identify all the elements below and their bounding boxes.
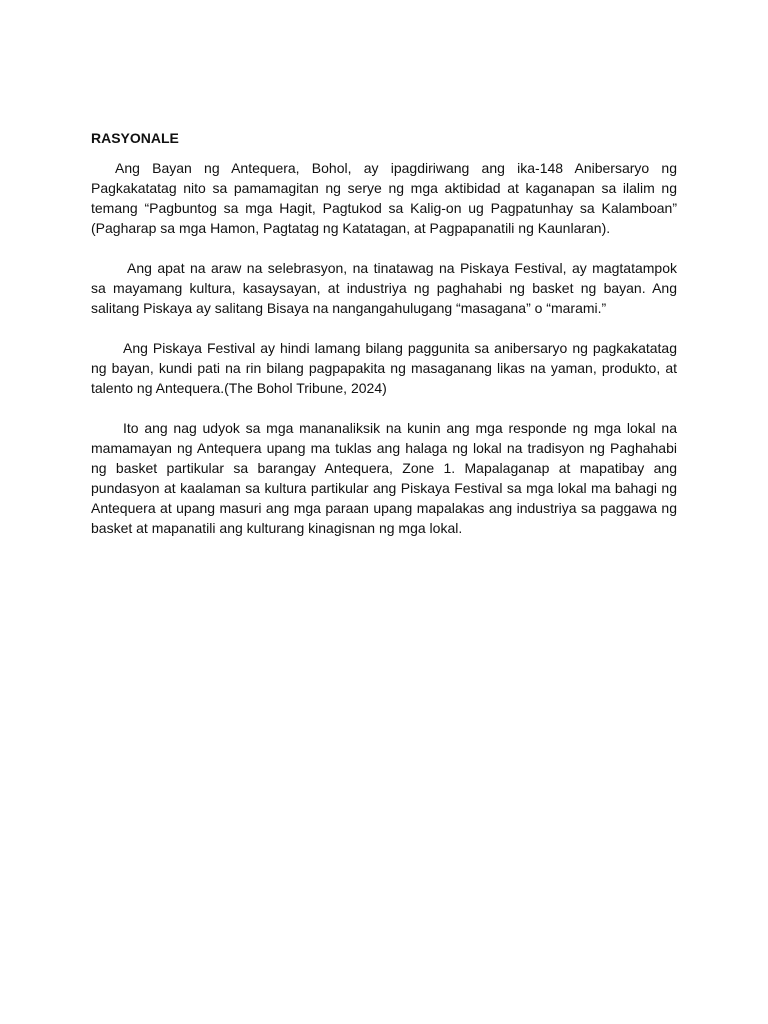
paragraph-3: Ang Piskaya Festival ay hindi lamang bilang paggunita sa anibersaryo ng pagkakatatag ng bayan, kundi pati na rin bilang pagpapakita ng masaganang likas na yaman, produkto, at talento ng Antequera.(The Bohol Tribune, 2024) bbox=[91, 340, 677, 396]
paragraph-2: Ang apat na araw na selebrasyon, na tinatawag na Piskaya Festival, ay magtatampok sa mayamang kultura, kasaysayan, at industriya ng paghahabi ng basket ng bayan. Ang salitang Piskaya ay salitang Bisaya na nangangahulugang “masagana” o “marami.” bbox=[91, 260, 677, 316]
section-heading: RASYONALE bbox=[91, 130, 179, 146]
document-body bbox=[91, 128, 677, 558]
paragraph-1: Ang Bayan ng Antequera, Bohol, ay ipagdiriwang ang ika-148 Anibersaryo ng Pagkakatatag nito sa pamamagitan ng serye ng mga aktibidad at kaganapan sa ilalim ng temang “Pagbuntog sa mga Hagit, Pagtukod sa Kalig-on ug Pagpatunhay sa Kalamboan” (Pagharap sa mga Hamon, Pagtatag ng Katatagan, at Pagpapanatili ng Kaunlaran). bbox=[91, 160, 677, 236]
paragraph-4: Ito ang nag udyok sa mga mananaliksik na kunin ang mga responde ng mga lokal na mamamayan ng Antequera upang ma tuklas ang halaga ng lokal na tradisyon ng Paghahabi ng basket partikular sa barangay Antequera, Zone 1. Mapalaganap at mapatibay ang pundasyon at kaalaman sa kultura partikular ang Piskaya Festival sa mga lokal ma bahagi ng Antequera at upang masuri ang mga paraan upang mapalakas ang industriya sa paggawa ng basket at mapanatili ang kulturang kinagisnan ng mga lokal. bbox=[91, 420, 677, 536]
